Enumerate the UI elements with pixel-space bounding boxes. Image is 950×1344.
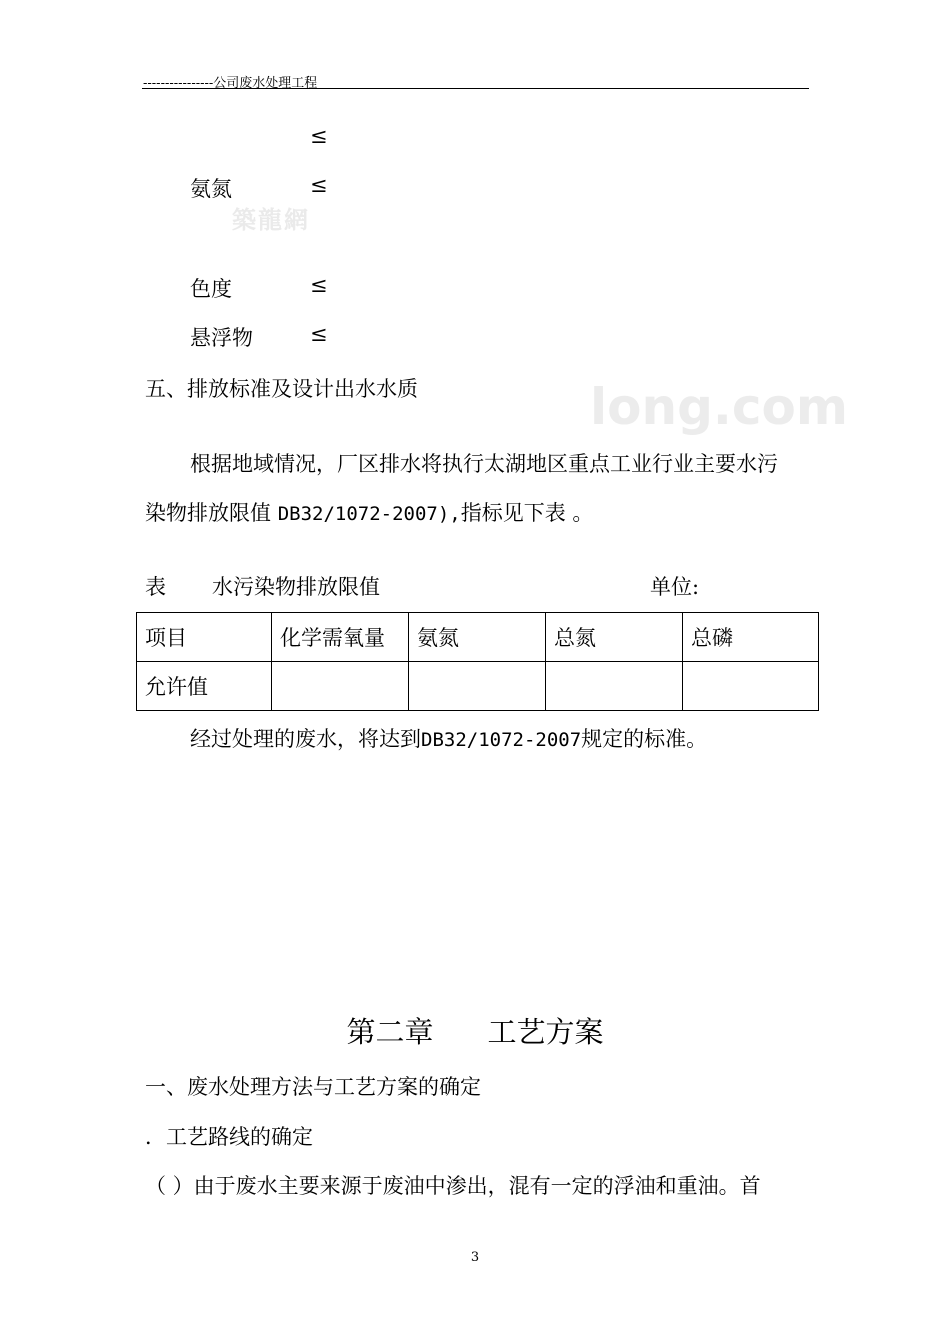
paragraph-text: 指标见下表 。 xyxy=(460,501,594,525)
page-number: 3 xyxy=(470,1250,480,1265)
header-rule xyxy=(142,88,809,89)
paragraph-text: 规定的标准。 xyxy=(581,727,708,751)
table-cell xyxy=(683,662,819,711)
standard-code: DB32/1072-2007), xyxy=(277,503,461,525)
quality-item-name: 氨氮 xyxy=(190,177,232,201)
chapter-label: 第二章 xyxy=(346,1015,434,1049)
table-caption-label: 表 xyxy=(145,575,166,599)
quality-item-symbol: ≤ xyxy=(310,322,328,346)
watermark-zhulong: 築龍網 xyxy=(232,205,310,234)
discharge-limit-table xyxy=(136,612,819,711)
section-heading-process-method: 一、废水处理方法与工艺方案的确定 xyxy=(145,1075,481,1099)
table-cell xyxy=(546,662,683,711)
quality-item-symbol: ≤ xyxy=(310,173,328,197)
subsection-heading: ．工艺路线的确定 xyxy=(145,1125,313,1149)
table-cell xyxy=(272,662,409,711)
paragraph-line xyxy=(190,723,707,753)
page-header: ----------------公司废水处理工程 xyxy=(143,76,318,91)
quality-item-name: 悬浮物 xyxy=(190,326,253,350)
section-heading-discharge-standard: 五、排放标准及设计出水水质 xyxy=(145,377,418,401)
chapter-title xyxy=(0,1010,950,1051)
quality-item-symbol: ≤ xyxy=(310,124,328,148)
paragraph-line: （ ）由于废水主要来源于废油中渗出，混有一定的浮油和重油。首 xyxy=(145,1174,761,1198)
table-header-cell: 化学需氧量 xyxy=(272,613,409,662)
quality-item-name: 色度 xyxy=(190,277,232,301)
table-header-cell: 总磷 xyxy=(683,613,819,662)
table-header-cell: 项目 xyxy=(137,613,272,662)
quality-item-symbol: ≤ xyxy=(310,273,328,297)
table-header-cell: 总氮 xyxy=(546,613,683,662)
watermark-url: long.com xyxy=(590,378,848,436)
paragraph-text: 经过处理的废水，将达到 xyxy=(190,727,421,751)
paragraph-line: 根据地域情况，厂区排水将执行太湖地区重点工业行业主要水污 xyxy=(190,452,778,476)
table-cell xyxy=(409,662,546,711)
paragraph-line xyxy=(145,497,593,527)
table-cell: 允许值 xyxy=(137,662,272,711)
table-header-row xyxy=(137,613,819,662)
table-caption-title: 水污染物排放限值 xyxy=(212,575,380,599)
table-unit-label: 单位: xyxy=(650,575,700,599)
table-row xyxy=(137,662,819,711)
table-header-cell: 氨氮 xyxy=(409,613,546,662)
standard-code: DB32/1072-2007 xyxy=(421,729,582,751)
paragraph-text: 染物排放限值 xyxy=(145,501,278,525)
chapter-name: 工艺方案 xyxy=(487,1015,604,1049)
